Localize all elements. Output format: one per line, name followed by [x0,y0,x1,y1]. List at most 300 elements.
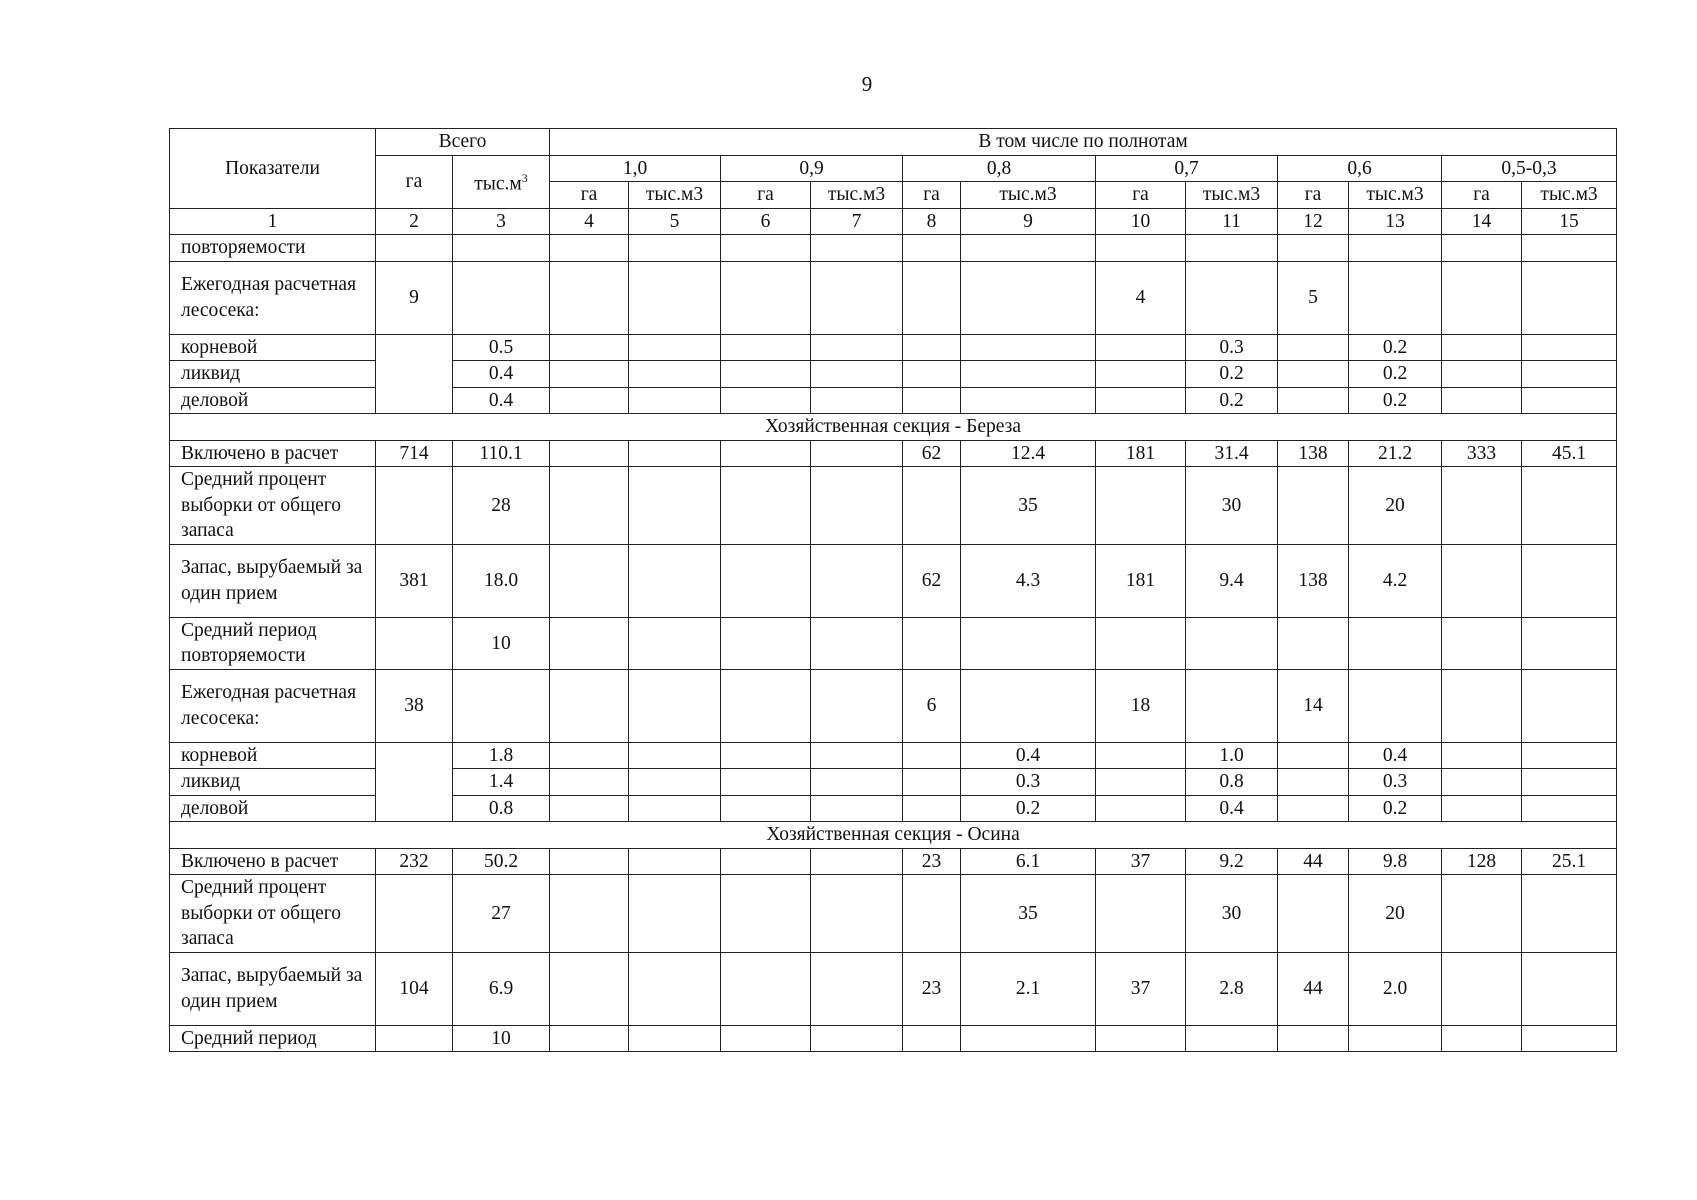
table-cell [629,952,721,1025]
table-cell [961,235,1096,262]
merged-empty-cell [376,742,453,822]
table-cell [1442,361,1522,388]
table-cell [550,1025,629,1052]
table-cell: 44 [1278,848,1349,875]
col-number: 11 [1186,208,1278,235]
table-cell [903,742,961,769]
table-cell: 35 [961,467,1096,545]
table-cell [629,387,721,414]
table-cell [1096,875,1186,953]
table-cell: 2.1 [961,952,1096,1025]
table-row [170,1025,1617,1052]
table-cell [903,334,961,361]
table-row [170,742,1617,769]
table-cell: 62 [903,544,961,617]
table-cell [811,440,903,467]
page-number: 9 [861,72,873,96]
table-row [170,544,1617,617]
header-volume: тыс.м3 [1522,182,1617,209]
table-row [170,334,1617,361]
table-cell: 1.8 [453,742,550,769]
table-cell [811,544,903,617]
table-cell: 5 [1278,261,1349,334]
table-cell [1442,334,1522,361]
table-cell [1442,544,1522,617]
table-cell [629,1025,721,1052]
table-cell [1349,261,1442,334]
table-cell: 6 [903,669,961,742]
row-label: Включено в расчет [170,440,376,467]
table-cell: 0.2 [1349,387,1442,414]
table-cell [903,361,961,388]
table-cell [1096,334,1186,361]
table-cell [1349,669,1442,742]
table-cell [550,235,629,262]
row-label: корневой [170,742,376,769]
table-cell: 181 [1096,440,1186,467]
table-cell [550,742,629,769]
table-cell [1442,952,1522,1025]
table-cell [1522,952,1617,1025]
header-ha: га [1278,182,1349,209]
table-cell [550,795,629,822]
table-cell [1096,742,1186,769]
header-volume: тыс.м3 [629,182,721,209]
table-cell [1278,387,1349,414]
header-density-1: 1,0 [550,155,721,182]
col-number: 8 [903,208,961,235]
col-number: 6 [721,208,811,235]
header-total-volume [453,155,550,208]
table-cell [721,361,811,388]
table-cell [903,235,961,262]
forestry-table [169,128,1617,1052]
table-cell [376,875,453,953]
table-cell [811,742,903,769]
table-cell [1278,235,1349,262]
table-cell [629,544,721,617]
table-cell [811,848,903,875]
table-cell: 1.0 [1186,742,1278,769]
table-cell [961,387,1096,414]
header-ha: га [550,182,629,209]
table-cell: 138 [1278,544,1349,617]
table-cell [811,617,903,669]
header-total-volume-sup: 3 [521,171,528,186]
section-header-row [170,822,1617,849]
table-cell [721,769,811,796]
table-cell [721,952,811,1025]
col-number: 13 [1349,208,1442,235]
table-cell [721,334,811,361]
table-cell: 4 [1096,261,1186,334]
table-cell [1096,1025,1186,1052]
table-cell: 138 [1278,440,1349,467]
table-cell [550,334,629,361]
table-cell [903,1025,961,1052]
header-density-3: 0,8 [903,155,1096,182]
table-cell [903,467,961,545]
table-cell [721,467,811,545]
table-cell: 25.1 [1522,848,1617,875]
table-cell [629,742,721,769]
table-cell [961,669,1096,742]
table-cell [1442,669,1522,742]
table-cell [453,669,550,742]
table-cell [550,544,629,617]
table-cell [1442,1025,1522,1052]
table-cell [1522,361,1617,388]
table-cell [550,387,629,414]
table-cell: 2.8 [1186,952,1278,1025]
header-ha: га [903,182,961,209]
header-density-5: 0,6 [1278,155,1442,182]
table-cell: 0.2 [1349,361,1442,388]
header-row-2 [170,155,1617,182]
table-cell [1522,235,1617,262]
table-cell: 44 [1278,952,1349,1025]
row-label: корневой [170,334,376,361]
table-cell [550,875,629,953]
table-cell [629,848,721,875]
table-cell: 28 [453,467,550,545]
table-cell [629,769,721,796]
col-number: 9 [961,208,1096,235]
table-cell: 0.2 [1186,361,1278,388]
table-cell [629,875,721,953]
table-row [170,848,1617,875]
table-cell [550,261,629,334]
table-row [170,261,1617,334]
header-indicators: Показатели [170,129,376,209]
table-cell [550,848,629,875]
table-cell: 62 [903,440,961,467]
table-cell: 20 [1349,467,1442,545]
table-cell [1442,261,1522,334]
table-cell [903,795,961,822]
table-cell: 1.4 [453,769,550,796]
table-cell [1186,261,1278,334]
table-cell [721,795,811,822]
table-cell [961,334,1096,361]
table-cell [1278,875,1349,953]
table-cell [721,669,811,742]
header-volume: тыс.м3 [1349,182,1442,209]
table-cell [1186,235,1278,262]
col-number: 14 [1442,208,1522,235]
table-cell [961,361,1096,388]
table-cell [629,235,721,262]
row-label: Ежегодная расчетная лесосека: [170,669,376,742]
table-cell [1278,742,1349,769]
table-row [170,617,1617,669]
table-cell [811,1025,903,1052]
header-ha: га [1096,182,1186,209]
table-cell: 0.2 [1349,795,1442,822]
table-cell [903,875,961,953]
table-cell: 9.4 [1186,544,1278,617]
table-cell: 181 [1096,544,1186,617]
row-label: Средний процент выборки от общего запаса [170,875,376,953]
table-cell: 0.4 [453,387,550,414]
table-cell: 2.0 [1349,952,1442,1025]
table-cell [550,361,629,388]
table-cell [1096,387,1186,414]
table-cell [1522,669,1617,742]
table-cell: 37 [1096,848,1186,875]
table-cell [629,334,721,361]
table-cell [1522,544,1617,617]
table-cell [1278,467,1349,545]
table-cell: 38 [376,669,453,742]
table-cell: 0.8 [453,795,550,822]
table-cell: 104 [376,952,453,1025]
col-number: 12 [1278,208,1349,235]
table-cell [1522,742,1617,769]
table-cell [1442,742,1522,769]
table-cell: 333 [1442,440,1522,467]
table-cell [1522,795,1617,822]
column-number-row [170,208,1617,235]
table-cell [961,261,1096,334]
table-cell [903,261,961,334]
table-cell [1278,795,1349,822]
table-cell: 21.2 [1349,440,1442,467]
table-cell [1278,617,1349,669]
row-label: Включено в расчет [170,848,376,875]
table-cell [1442,795,1522,822]
table-cell: 30 [1186,875,1278,953]
table-cell: 0.3 [961,769,1096,796]
table-cell: 714 [376,440,453,467]
header-density-4: 0,7 [1096,155,1278,182]
table-cell [1442,467,1522,545]
section-title-aspen: Хозяйственная секция - Осина [170,822,1617,849]
col-number: 15 [1522,208,1617,235]
section-title-birch: Хозяйственная секция - Береза [170,414,1617,441]
table-cell: 18.0 [453,544,550,617]
table-cell: 232 [376,848,453,875]
table-cell: 0.4 [453,361,550,388]
table-cell [811,334,903,361]
row-label: деловой [170,795,376,822]
table-cell: 4.3 [961,544,1096,617]
table-cell [961,1025,1096,1052]
table-cell: 0.4 [1349,742,1442,769]
table-cell: 45.1 [1522,440,1617,467]
table-cell [811,467,903,545]
table-cell [811,769,903,796]
table-cell [1096,795,1186,822]
table-cell [1349,617,1442,669]
table-row [170,875,1617,953]
header-volume: тыс.м3 [811,182,903,209]
row-label: повторяемости [170,235,376,262]
table-cell [550,669,629,742]
table-cell: 6.9 [453,952,550,1025]
row-label: Запас, вырубаемый за один прием [170,952,376,1025]
table-cell [1522,334,1617,361]
table-row [170,669,1617,742]
table-row [170,235,1617,262]
col-number: 4 [550,208,629,235]
table-cell: 0.8 [1186,769,1278,796]
table-cell: 0.4 [1186,795,1278,822]
table-cell [1278,769,1349,796]
row-label: деловой [170,387,376,414]
table-cell [1096,467,1186,545]
table-cell [629,795,721,822]
table-cell [721,387,811,414]
table-cell [811,875,903,953]
section-header-row [170,414,1617,441]
table-cell [903,617,961,669]
header-row-1 [170,129,1617,156]
table-cell [376,235,453,262]
table-cell [721,440,811,467]
col-number: 1 [170,208,376,235]
table-cell: 10 [453,617,550,669]
row-label: Средний процент выборки от общего запаса [170,467,376,545]
table-cell: 18 [1096,669,1186,742]
table-cell [629,467,721,545]
table-cell [811,261,903,334]
table-cell [629,669,721,742]
table-cell [811,795,903,822]
table-cell: 27 [453,875,550,953]
header-density-6: 0,5-0,3 [1442,155,1617,182]
col-number: 5 [629,208,721,235]
table-cell [629,361,721,388]
table-cell [811,235,903,262]
table-cell [721,544,811,617]
table-cell: 23 [903,952,961,1025]
col-number: 2 [376,208,453,235]
table-cell: 0.2 [1349,334,1442,361]
table-cell: 0.3 [1186,334,1278,361]
table-cell [550,952,629,1025]
table-cell [811,952,903,1025]
table-cell [1442,617,1522,669]
table-cell [376,617,453,669]
table-cell [1522,617,1617,669]
table-cell [903,769,961,796]
table-cell [1349,235,1442,262]
table-cell: 128 [1442,848,1522,875]
col-number: 3 [453,208,550,235]
table-cell: 4.2 [1349,544,1442,617]
table-cell [1522,1025,1617,1052]
table-cell [1522,875,1617,953]
table-cell [1522,387,1617,414]
table-row [170,952,1617,1025]
table-cell [1096,617,1186,669]
table-cell [721,261,811,334]
table-cell [453,235,550,262]
table-cell [1278,361,1349,388]
table-cell [961,617,1096,669]
table-cell: 381 [376,544,453,617]
row-label: Средний период повторяемости [170,617,376,669]
table-cell: 37 [1096,952,1186,1025]
header-by-density: В том числе по полнотам [550,129,1617,156]
table-cell [721,875,811,953]
table-cell: 10 [453,1025,550,1052]
table-cell [550,467,629,545]
table-cell [1522,467,1617,545]
table-cell: 30 [1186,467,1278,545]
table-cell [550,769,629,796]
table-cell: 20 [1349,875,1442,953]
table-row [170,467,1617,545]
table-cell: 0.5 [453,334,550,361]
table-cell [721,742,811,769]
table-cell: 23 [903,848,961,875]
table-cell [1522,769,1617,796]
table-cell: 0.2 [1186,387,1278,414]
table-cell: 35 [961,875,1096,953]
header-total-ha: га [376,155,453,208]
table-cell [1442,387,1522,414]
table-cell [1442,769,1522,796]
header-volume: тыс.м3 [961,182,1096,209]
merged-empty-cell [376,334,453,414]
header-total: Всего [376,129,550,156]
table-cell: 9.8 [1349,848,1442,875]
table-cell: 9 [376,261,453,334]
table-cell [1442,235,1522,262]
table-cell [903,387,961,414]
table-cell [376,1025,453,1052]
table-cell [811,387,903,414]
col-number: 7 [811,208,903,235]
table-cell: 0.3 [1349,769,1442,796]
table-cell [811,361,903,388]
table-cell [1278,334,1349,361]
header-density-2: 0,9 [721,155,903,182]
table-cell [550,440,629,467]
row-label: Средний период [170,1025,376,1052]
row-label: Запас, вырубаемый за один прием [170,544,376,617]
table-cell [1186,1025,1278,1052]
table-cell [1186,617,1278,669]
col-number: 10 [1096,208,1186,235]
table-cell: 14 [1278,669,1349,742]
row-label: ликвид [170,361,376,388]
table-cell [629,617,721,669]
table-cell: 9.2 [1186,848,1278,875]
header-ha: га [721,182,811,209]
table-cell [1186,669,1278,742]
header-ha: га [1442,182,1522,209]
table-cell [550,617,629,669]
table-cell: 0.4 [961,742,1096,769]
table-cell [376,467,453,545]
table-cell [1096,361,1186,388]
table-cell [1096,769,1186,796]
table-cell [629,261,721,334]
table-cell: 0.2 [961,795,1096,822]
table-cell: 31.4 [1186,440,1278,467]
row-label: Ежегодная расчетная лесосека: [170,261,376,334]
table-cell [721,1025,811,1052]
table-cell: 110.1 [453,440,550,467]
table-cell [721,235,811,262]
table-cell: 50.2 [453,848,550,875]
table-cell [721,617,811,669]
table-cell [811,669,903,742]
table-cell [1096,235,1186,262]
